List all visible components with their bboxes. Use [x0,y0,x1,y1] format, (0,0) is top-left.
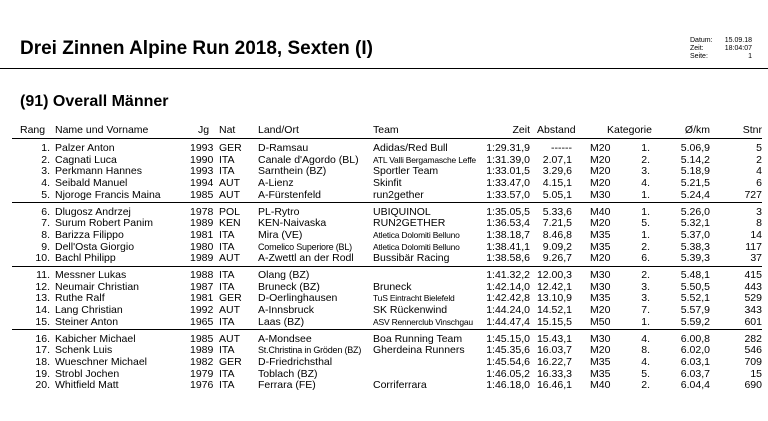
stnr-cell: 690 [744,379,762,392]
stnr-cell: 3 [756,205,762,218]
abstand-cell: 8.46,8 [542,228,572,241]
kategorie-cell: M35 [590,228,611,241]
ort-cell: Comelico Superiore (BL) [258,241,352,252]
team-cell: UBIQUINOL [373,205,431,218]
stnr-cell: 2 [756,153,762,166]
zeit-cell: 1:44.24,0 [486,304,530,317]
name-cell: Dlugosz Andrzej [55,205,131,218]
team-cell: Gherdeina Runners [373,344,465,357]
zeit-cell: 1:33.57,0 [486,188,530,201]
kat-rang-cell: 1. [641,315,650,328]
kategorie-cell: M20 [590,344,611,357]
ort-cell: Olang (BZ) [258,269,310,281]
nat-cell: ITA [219,379,235,392]
zeit-cell: 1:38.41,1 [486,240,530,253]
pace-cell: 5.06,9 [680,142,710,154]
kategorie-cell: M20 [590,304,611,317]
abstand-cell: ------ [551,142,572,154]
meta-date-label: Datum: [690,37,713,44]
name-cell: Steiner Anton [55,315,119,328]
kat-rang-cell: 4. [641,355,650,368]
pace-cell: 6.00,8 [680,332,710,345]
nat-cell: ITA [219,269,235,281]
pace-cell: 5.21,5 [680,177,710,190]
kategorie-cell: M20 [590,217,611,230]
stnr-cell: 37 [750,252,762,265]
col-abstand: Abstand [537,124,576,136]
col-pace: Ø/km [684,124,710,136]
rang-cell: 7. [41,217,50,230]
abstand-cell: 15.43,1 [536,332,572,345]
nat-cell: GER [219,142,242,154]
stnr-cell: 117 [745,240,762,253]
kategorie-cell: M30 [590,332,611,345]
kat-rang-cell: 1. [641,228,650,241]
col-stnr: Stnr [742,124,762,136]
pace-cell: 5.38,3 [680,240,710,253]
pace-cell: 5.18,9 [680,165,710,178]
jg-cell: 1979 [190,367,214,380]
nat-cell: POL [219,205,241,218]
name-cell: Dell'Osta Giorgio [55,240,135,253]
zeit-cell: 1:45.35,6 [486,344,530,357]
kat-rang-cell: 7. [641,304,650,317]
ort-cell: A-Innsbruck [258,304,315,317]
pace-cell: 5.50,5 [680,280,710,293]
abstand-cell: 16.46,1 [536,379,572,392]
rang-cell: 6. [41,205,50,218]
name-cell: Seibald Manuel [55,177,128,190]
kat-rang-cell: 2. [641,379,650,392]
stnr-cell: 529 [744,292,762,305]
abstand-cell: 12.00,3 [536,269,572,281]
ort-cell: Mira (VE) [258,228,303,241]
kat-rang-cell: 4. [641,177,650,190]
ort-cell: A-Fürstenfeld [258,188,322,201]
zeit-cell: 1:46.18,0 [486,379,530,392]
kat-rang-cell: 1. [641,205,650,218]
jg-cell: 1981 [190,292,214,305]
meta-date-value: 15.09.18 [724,37,752,44]
kat-rang-cell: 3. [641,292,650,305]
stnr-cell: 443 [744,280,762,293]
jg-cell: 1987 [190,280,214,293]
team-cell: Adidas/Red Bull [373,142,448,154]
ort-cell: D-Oerlinghausen [258,292,338,305]
nat-cell: ITA [219,153,235,166]
nat-cell: ITA [219,165,235,178]
name-cell: Messner Lukas [55,269,127,281]
stnr-cell: 4 [756,165,762,178]
abstand-cell: 13.10,9 [536,292,572,305]
zeit-cell: 1:42.14,0 [486,280,530,293]
stnr-cell: 5 [756,142,762,154]
zeit-cell: 1:45.54,6 [486,355,530,368]
pace-cell: 5.14,2 [680,153,710,166]
kategorie-cell: M50 [590,315,611,328]
team-cell: Sportler Team [373,165,439,178]
nat-cell: KEN [219,217,241,230]
jg-cell: 1992 [190,304,214,317]
col-rang: Rang [20,124,46,136]
meta-page-label: Seite: [690,53,708,60]
stnr-cell: 343 [744,304,762,317]
kategorie-cell: M30 [590,269,611,281]
zeit-cell: 1:42.42,8 [486,292,530,305]
kategorie-cell: M35 [590,292,611,305]
abstand-cell: 15.15,5 [536,315,572,328]
jg-cell: 1989 [190,217,214,230]
zeit-cell: 1:45.15,0 [486,332,530,345]
zeit-cell: 1:31.39,0 [486,153,530,166]
kat-rang-cell: 3. [641,280,650,293]
zeit-cell: 1:44.47,4 [486,315,530,328]
col-name: Name und Vorname [55,124,149,136]
name-cell: Whitfield Matt [55,379,119,392]
kat-rang-cell: 1. [641,188,650,201]
nat-cell: ITA [219,367,235,380]
name-cell: Schenk Luis [55,344,113,357]
stnr-cell: 415 [744,269,762,281]
stnr-cell: 727 [744,188,762,201]
zeit-cell: 1:41.32,2 [486,269,530,281]
col-kategorie: Kategorie [607,124,652,136]
name-cell: Cagnati Luca [55,153,117,166]
rang-cell: 18. [35,355,50,368]
print-meta [690,37,752,61]
col-ort: Land/Ort [258,124,299,136]
kat-rang-cell: 5. [641,217,650,230]
rang-cell: 19. [35,367,50,380]
nat-cell: AUT [219,188,240,201]
kategorie-cell: M20 [590,177,611,190]
nat-cell: GER [219,292,242,305]
group-divider [12,266,762,267]
pace-cell: 5.57,9 [680,304,710,317]
meta-time-label: Zeit: [690,45,704,52]
ort-cell: St.Christina in Gröden (BZ) [258,345,362,356]
jg-cell: 1988 [190,269,214,281]
team-cell: SK Rückenwind [373,304,448,317]
abstand-cell: 3.29,6 [542,165,572,178]
stnr-cell: 282 [744,332,762,345]
nat-cell: AUT [219,304,240,317]
name-cell: Kabicher Michael [55,332,136,345]
abstand-cell: 9.26,7 [542,252,572,265]
pace-cell: 6.03,1 [680,355,710,368]
kat-rang-cell: 2. [641,153,650,166]
abstand-cell: 9.09,2 [542,240,572,253]
col-nat: Nat [219,124,236,136]
rang-cell: 11. [36,269,50,281]
ort-cell: A-Mondsee [258,332,312,345]
name-cell: Wueschner Michael [55,355,148,368]
name-cell: Barizza Filippo [55,228,124,241]
col-zeit: Zeit [512,124,530,136]
jg-cell: 1993 [190,142,214,154]
nat-cell: ITA [219,228,235,241]
kat-rang-cell: 5. [641,367,650,380]
team-cell: Atletica Dolomiti Belluno [373,229,460,240]
stnr-cell: 601 [744,315,762,328]
jg-cell: 1989 [190,252,214,265]
kategorie-cell: M20 [590,252,611,265]
abstand-cell: 16.22,7 [536,355,572,368]
kat-rang-cell: 2. [641,240,650,253]
kat-rang-cell: 1. [641,142,650,154]
zeit-cell: 1:36.53,4 [486,217,530,230]
rang-cell: 12. [35,280,50,293]
kategorie-cell: M20 [590,153,611,166]
abstand-cell: 2.07,1 [542,153,572,166]
header-underline [12,138,762,139]
name-cell: Palzer Anton [55,142,115,154]
kategorie-cell: M35 [590,367,611,380]
meta-time-value: 18:04:07 [724,45,752,52]
pace-cell: 5.48,1 [680,269,710,281]
team-cell: TuS Eintracht Bielefeld [373,293,455,304]
stnr-cell: 14 [750,228,762,241]
rang-cell: 9. [41,240,50,253]
rang-cell: 14. [35,304,50,317]
rang-cell: 3. [41,165,50,178]
stnr-cell: 8 [756,217,762,230]
name-cell: Bachl Philipp [55,252,116,265]
nat-cell: AUT [219,252,240,265]
meta-date [690,37,752,45]
kat-rang-cell: 2. [641,269,650,281]
team-cell: Corriferrara [373,379,427,392]
ort-cell: A-Lienz [258,177,294,190]
pace-cell: 6.04,4 [680,379,710,392]
jg-cell: 1978 [190,205,214,218]
abstand-cell: 16.03,7 [536,344,572,357]
nat-cell: GER [219,355,242,368]
group-divider [12,202,762,203]
meta-page-value: 1 [748,53,752,60]
kat-rang-cell: 6. [641,252,650,265]
name-cell: Strobl Jochen [55,367,120,380]
rang-cell: 13. [35,292,50,305]
rang-cell: 1. [41,142,50,154]
pace-cell: 5.52,1 [680,292,710,305]
pace-cell: 5.37,0 [680,228,710,241]
jg-cell: 1965 [190,315,214,328]
pace-cell: 5.26,0 [680,205,710,218]
kat-rang-cell: 3. [641,165,650,178]
abstand-cell: 12.42,1 [536,280,572,293]
team-cell: run2gether [373,188,424,201]
rang-cell: 2. [41,153,50,166]
team-cell: ASV Rennerclub Vinschgau [373,316,473,327]
zeit-cell: 1:38.58,6 [486,252,530,265]
rang-cell: 8. [41,228,50,241]
rang-cell: 10. [35,252,50,265]
rang-cell: 20. [35,379,50,392]
jg-cell: 1985 [190,332,214,345]
stnr-cell: 15 [750,367,762,380]
nat-cell: ITA [219,280,235,293]
col-team: Team [373,124,399,136]
nat-cell: ITA [219,315,235,328]
ort-cell: Sarnthein (BZ) [258,165,327,178]
col-jg: Jg [198,124,210,136]
rang-cell: 4. [41,177,50,190]
team-cell: Bussibär Racing [373,252,450,265]
rang-cell: 15. [35,315,50,328]
kategorie-cell: M30 [590,280,611,293]
pace-cell: 5.24,4 [680,188,710,201]
name-cell: Lang Christian [55,304,123,317]
zeit-cell: 1:38.18,7 [486,228,530,241]
ort-cell: Canale d'Agordo (BL) [258,153,359,166]
jg-cell: 1993 [190,165,214,178]
group-divider [12,329,762,330]
name-cell: Ruthe Ralf [55,292,105,305]
zeit-cell: 1:29.31,9 [486,142,530,154]
rang-cell: 16. [35,332,50,345]
team-cell: Boa Running Team [373,332,463,345]
ort-cell: Bruneck (BZ) [258,280,320,293]
pace-cell: 6.02,0 [680,344,710,357]
abstand-cell: 14.52,1 [536,304,572,317]
zeit-cell: 1:33.47,0 [486,177,530,190]
nat-cell: AUT [219,177,240,190]
name-cell: Njoroge Francis Maina [55,188,161,201]
jg-cell: 1994 [190,177,214,190]
abstand-cell: 4.15,1 [542,177,572,190]
stnr-cell: 6 [756,177,762,190]
abstand-cell: 7.21,5 [542,217,572,230]
pace-cell: 5.39,3 [680,252,710,265]
nat-cell: ITA [219,240,235,253]
jg-cell: 1976 [190,379,214,392]
rang-cell: 17. [35,344,50,357]
ort-cell: D-Friedrichsthal [258,355,333,368]
ort-cell: Ferrara (FE) [258,379,316,392]
kategorie-cell: M35 [590,240,611,253]
header-divider [0,68,768,69]
pace-cell: 6.03,7 [680,367,710,380]
jg-cell: 1980 [190,240,214,253]
kat-rang-cell: 4. [641,332,650,345]
ort-cell: D-Ramsau [258,142,309,154]
team-cell: Bruneck [373,280,412,293]
kategorie-cell: M35 [590,355,611,368]
meta-page [690,53,752,61]
nat-cell: ITA [219,344,235,357]
pace-cell: 5.32,1 [680,217,710,230]
pace-cell: 5.59,2 [680,315,710,328]
kategorie-cell: M40 [590,205,611,218]
name-cell: Surum Robert Panim [55,217,154,230]
rang-cell: 5. [41,188,50,201]
ort-cell: PL-Rytro [258,205,300,218]
kategorie-cell: M30 [590,188,611,201]
name-cell: Perkmann Hannes [55,165,142,178]
ort-cell: Toblach (BZ) [258,367,318,380]
jg-cell: 1981 [190,228,214,241]
team-cell: Skinfit [373,177,402,190]
abstand-cell: 5.05,1 [542,188,572,201]
team-cell: Atletica Dolomiti Belluno [373,241,460,252]
ort-cell: Laas (BZ) [258,315,305,328]
kategorie-cell: M20 [590,165,611,178]
jg-cell: 1982 [190,355,214,368]
zeit-cell: 1:46.05,2 [486,367,530,380]
team-cell: RUN2GETHER [373,217,446,230]
abstand-cell: 5.33,6 [542,205,572,218]
jg-cell: 1985 [190,188,214,201]
jg-cell: 1990 [190,153,214,166]
name-cell: Neumair Christian [55,280,140,293]
stnr-cell: 709 [744,355,762,368]
meta-time [690,45,752,53]
kat-rang-cell: 8. [641,344,650,357]
stnr-cell: 546 [744,344,762,357]
ort-cell: A-Zwettl an der Rodl [258,252,354,265]
kategorie-cell: M40 [590,379,611,392]
team-cell: ATL Valli Bergamasche Leffe [373,154,476,165]
race-title: Drei Zinnen Alpine Run 2018, Sexten (I) [20,38,373,59]
zeit-cell: 1:35.05,5 [486,205,530,218]
abstand-cell: 16.33,3 [536,367,572,380]
kategorie-cell: M20 [590,142,611,154]
section-title: (91) Overall Männer [20,93,169,110]
jg-cell: 1989 [190,344,214,357]
nat-cell: AUT [219,332,240,345]
zeit-cell: 1:33.01,5 [486,165,530,178]
ort-cell: KEN-Naivaska [258,217,327,230]
